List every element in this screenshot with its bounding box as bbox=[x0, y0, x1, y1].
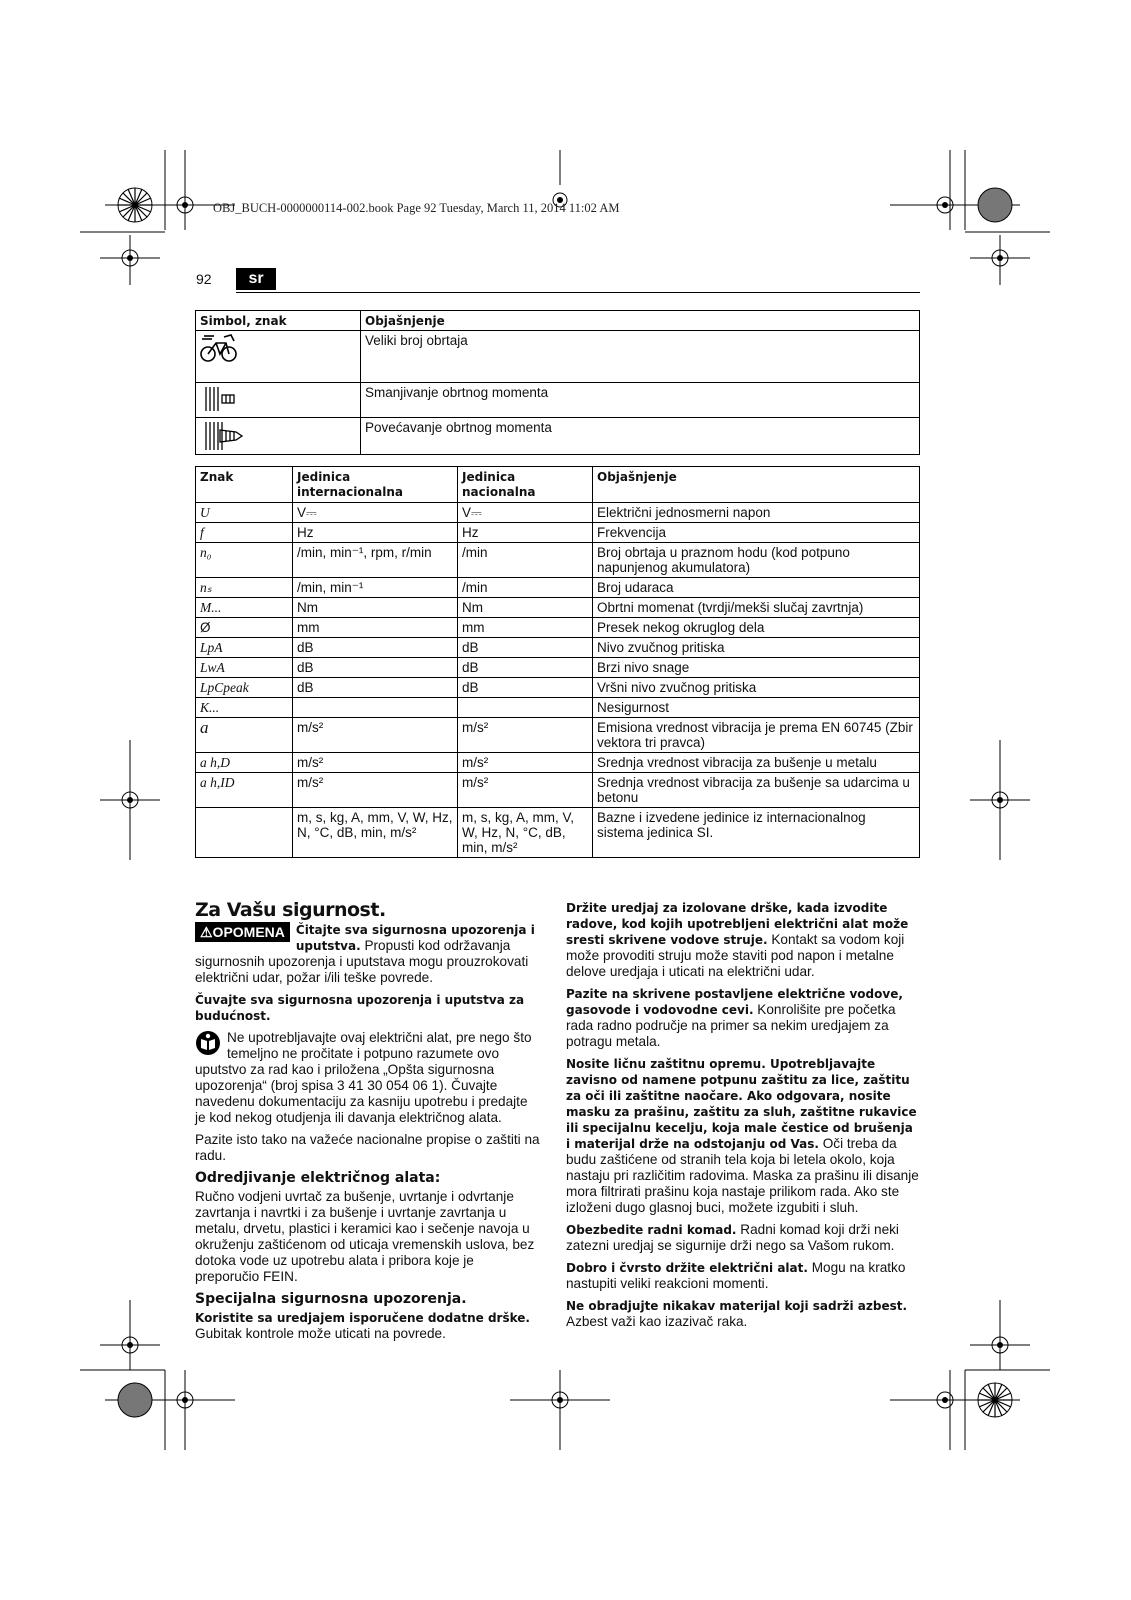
paragraph-bold: Obezbedite radni komad. bbox=[566, 1223, 737, 1237]
explanation-cell: Nesigurnost bbox=[593, 698, 920, 718]
natl-unit-cell: dB bbox=[458, 678, 593, 698]
handle-bold-text: Koristite sa uredjajem isporučene dodatne drške. bbox=[195, 1311, 530, 1325]
natl-unit-cell: Hz bbox=[458, 523, 593, 543]
paragraph-text: Oči treba da budu zaštićene od stranih tela koja bi letela okolo, koja nastaju pri različitim radovima. Maska za prašinu ili disanje mora filtrirati prašinu koja nastaje prilikom rada. Ako ste izloženi dugo glasnoj buci, možete izgubiti i sluh. bbox=[566, 1136, 919, 1215]
read-manual-icon bbox=[195, 1030, 221, 1056]
intl-unit-cell: m, s, kg, A, mm, V, W, Hz, N, °C, dB, min, m/s² bbox=[293, 808, 458, 858]
sign-cell: M... bbox=[196, 598, 293, 618]
natl-unit-cell: dB bbox=[458, 658, 593, 678]
intl-unit-cell: m/s² bbox=[293, 753, 458, 773]
intl-unit-cell: Hz bbox=[293, 523, 458, 543]
symbol-cell bbox=[196, 418, 361, 455]
symbol-table bbox=[195, 310, 920, 455]
language-badge: sr bbox=[236, 268, 276, 290]
sign-cell: K... bbox=[196, 698, 293, 718]
sign-cell: LpA bbox=[196, 638, 293, 658]
natl-unit-cell: m, s, kg, A, mm, V, W, Hz, N, °C, dB, min, m/s² bbox=[458, 808, 593, 858]
warning-bold-text: Čitajte sva sigurnosna upozorenja i uputstva. bbox=[295, 923, 535, 953]
special-warnings-heading: Specijalna sigurnosna upozorenja. bbox=[195, 1291, 467, 1307]
paragraph-text: Konrolišite pre početka rada radno područje na primer sa nekim uredjajem za potragu metala. bbox=[566, 1002, 896, 1049]
symbol-cell bbox=[196, 331, 361, 383]
paragraph-bold: Nosite ličnu zaštitnu opremu. Upotrebljavajte zavisno od namene potpunu zaštitu za lice, zaštitu za oči ili zaštitne naočare. Ako odgovara, nosite masku za prašinu, zaštitu za sluh, zaštitne rukavice ili specijalnu kecelju, koja male čestice od brušenja i materijal drže na odstojanju od Vas. bbox=[566, 1057, 917, 1151]
explanation-cell: Presek nekog okruglog dela bbox=[593, 618, 920, 638]
sign-cell: nₛ bbox=[196, 578, 293, 598]
book-info-line: OBJ_BUCH-0000000114-002.book Page 92 Tuesday, March 11, 2014 11:02 AM bbox=[213, 201, 620, 215]
explanation-cell: Broj udaraca bbox=[593, 578, 920, 598]
sign-cell: n₀ bbox=[196, 543, 293, 578]
explanation-cell: Srednja vrednost vibracija za bušenje u metalu bbox=[593, 753, 920, 773]
natl-unit-cell: Nm bbox=[458, 598, 593, 618]
explanation-cell: Vršni nivo zvučnog pritiska bbox=[593, 678, 920, 698]
symbol-cell bbox=[196, 383, 361, 418]
purpose-heading: Odredjivanje električnog alata: bbox=[195, 1170, 441, 1186]
explanation-header: Objašnjenje bbox=[361, 311, 920, 331]
intl-unit-cell: dB bbox=[293, 678, 458, 698]
bicycle-icon bbox=[200, 333, 238, 363]
handle-text: Gubitak kontrole može uticati na povrede. bbox=[195, 1326, 446, 1341]
sign-cell: f bbox=[196, 523, 293, 543]
intl-unit-cell: mm bbox=[293, 618, 458, 638]
units-table bbox=[195, 466, 920, 858]
manual-text: Ne upotrebljavajte ovaj električni alat, pre nego što temeljno ne pročitate i potpuno razumete ovo uputstvo za rad kao i priložena „Opšta sigurnosna upozorenja“ (broj spisa 3 41 30 054 06 1). Čuvajte navedenu dokumentaciju za kasniju upotrebu i predajte je kod nekog otudjenja ili davanja električnog alata. bbox=[195, 1030, 532, 1125]
natl-unit-cell: V⎓ bbox=[458, 503, 593, 523]
sign-cell: a h,D bbox=[196, 753, 293, 773]
symbol-explanation: Povećavanje obrtnog momenta bbox=[361, 418, 920, 455]
symbol-header: Simbol, znak bbox=[196, 311, 361, 331]
natl-unit-cell: m/s² bbox=[458, 753, 593, 773]
screw-large-icon bbox=[200, 420, 244, 452]
section-title: Za Vašu sigurnost. bbox=[195, 899, 386, 921]
natl-unit-cell: m/s² bbox=[458, 718, 593, 753]
purpose-text: Ručno vodjeni uvrtač za bušenje, uvrtanje i odvrtanje zavrtanja i navrtki i za bušenje i uvrtanje zavrtanja u metalu, drvetu, plastici i keramici kao i sečenje navoja u okruženju zaštićenom od uticaja vremenskih uslova, bez dotoka vode uz upotrebu alata i pribora koje je preporučio FEIN. bbox=[195, 1189, 535, 1284]
intl-unit-cell bbox=[293, 698, 458, 718]
sign-cell: a h,ID bbox=[196, 773, 293, 808]
sign-header: Znak bbox=[196, 467, 293, 503]
paragraph-bold: Pazite na skrivene postavljene električne vodove, gasovode i vodovodne cevi. bbox=[566, 987, 903, 1017]
explanation-cell: Bazne i izvedene jedinice iz internacionalnog sistema jedinica SI. bbox=[593, 808, 920, 858]
intl-unit-cell: m/s² bbox=[293, 773, 458, 808]
natl-unit-cell: mm bbox=[458, 618, 593, 638]
symbol-explanation: Smanjivanje obrtnog momenta bbox=[361, 383, 920, 418]
explanation-cell: Frekvencija bbox=[593, 523, 920, 543]
explanation-cell: Broj obrtaja u praznom hodu (kod potpuno napunjenog akumulatora) bbox=[593, 543, 920, 578]
natl-unit-header: Jedinica nacionalna bbox=[458, 467, 593, 503]
explanation-cell: Brzi nivo snage bbox=[593, 658, 920, 678]
units-explanation-header: Objašnjenje bbox=[593, 467, 920, 503]
sign-cell: Ø bbox=[196, 618, 293, 638]
natl-unit-cell: /min bbox=[458, 543, 593, 578]
left-column bbox=[195, 899, 540, 1348]
intl-unit-cell: m/s² bbox=[293, 718, 458, 753]
paragraph-bold: Držite uredjaj za izolovane drške, kada izvodite radove, kod kojih upotrebljeni električni alat može sresti skrivene vodove struje. bbox=[566, 901, 909, 947]
intl-unit-cell: /min, min⁻¹ bbox=[293, 578, 458, 598]
sign-cell: LpCpeak bbox=[196, 678, 293, 698]
intl-unit-cell: Nm bbox=[293, 598, 458, 618]
paragraph-bold: Dobro i čvrsto držite električni alat. bbox=[566, 1261, 808, 1275]
sign-cell: LwA bbox=[196, 658, 293, 678]
symbol-explanation: Veliki broj obrtaja bbox=[361, 331, 920, 383]
paragraph-text: Azbest važi kao izazivač raka. bbox=[566, 1314, 748, 1329]
explanation-cell: Srednja vrednost vibracija za bušenje sa udarcima u betonu bbox=[593, 773, 920, 808]
natl-unit-cell: m/s² bbox=[458, 773, 593, 808]
explanation-cell: Emisiona vrednost vibracija je prema EN 60745 (Zbir vektora tri pravca) bbox=[593, 718, 920, 753]
regulations-text: Pazite isto tako na važeće nacionalne propise o zaštiti na radu. bbox=[195, 1132, 540, 1163]
sign-cell bbox=[196, 808, 293, 858]
sign-cell: a bbox=[196, 718, 293, 753]
intl-unit-cell: dB bbox=[293, 638, 458, 658]
natl-unit-cell bbox=[458, 698, 593, 718]
page-number: 92 bbox=[196, 271, 212, 287]
screw-small-icon bbox=[200, 385, 240, 413]
intl-unit-cell: /min, min⁻¹, rpm, r/min bbox=[293, 543, 458, 578]
paragraph-text: Radni komad koji drži neki zatezni uredjaj se sigurnije drži nego sa Vašom rukom. bbox=[566, 1222, 899, 1253]
explanation-cell: Nivo zvučnog pritiska bbox=[593, 638, 920, 658]
intl-unit-header: Jedinica internacionalna bbox=[293, 467, 458, 503]
natl-unit-cell: /min bbox=[458, 578, 593, 598]
explanation-cell: Obrtni momenat (tvrdji/mekši slučaj zavrtnja) bbox=[593, 598, 920, 618]
sign-cell: U bbox=[196, 503, 293, 523]
paragraph-text: Kontakt sa vodom koji može provoditi struju može staviti pod napon i metalne delove uredjaja i uticati na električni udar. bbox=[566, 932, 905, 979]
warning-badge: ⚠OPOMENA bbox=[195, 922, 290, 942]
intl-unit-cell: V⎓ bbox=[293, 503, 458, 523]
paragraph-bold: Ne obradjujte nikakav materijal koji sadrži azbest. bbox=[566, 1299, 908, 1313]
warning-text: Propusti kod održavanja sigurnosnih upozorenja i uputstava mogu prouzrokovati električni udar, požar i/ili teške povrede. bbox=[195, 938, 529, 985]
paragraph-text: Mogu na kratko nastupiti veliki reakcioni momenti. bbox=[566, 1260, 906, 1291]
header-rule bbox=[236, 292, 920, 293]
natl-unit-cell: dB bbox=[458, 638, 593, 658]
intl-unit-cell: dB bbox=[293, 658, 458, 678]
explanation-cell: Električni jednosmerni napon bbox=[593, 503, 920, 523]
keep-instructions-text: Čuvajte sva sigurnosna upozorenja i uputstva za budućnost. bbox=[195, 993, 525, 1023]
right-column bbox=[566, 900, 920, 1336]
